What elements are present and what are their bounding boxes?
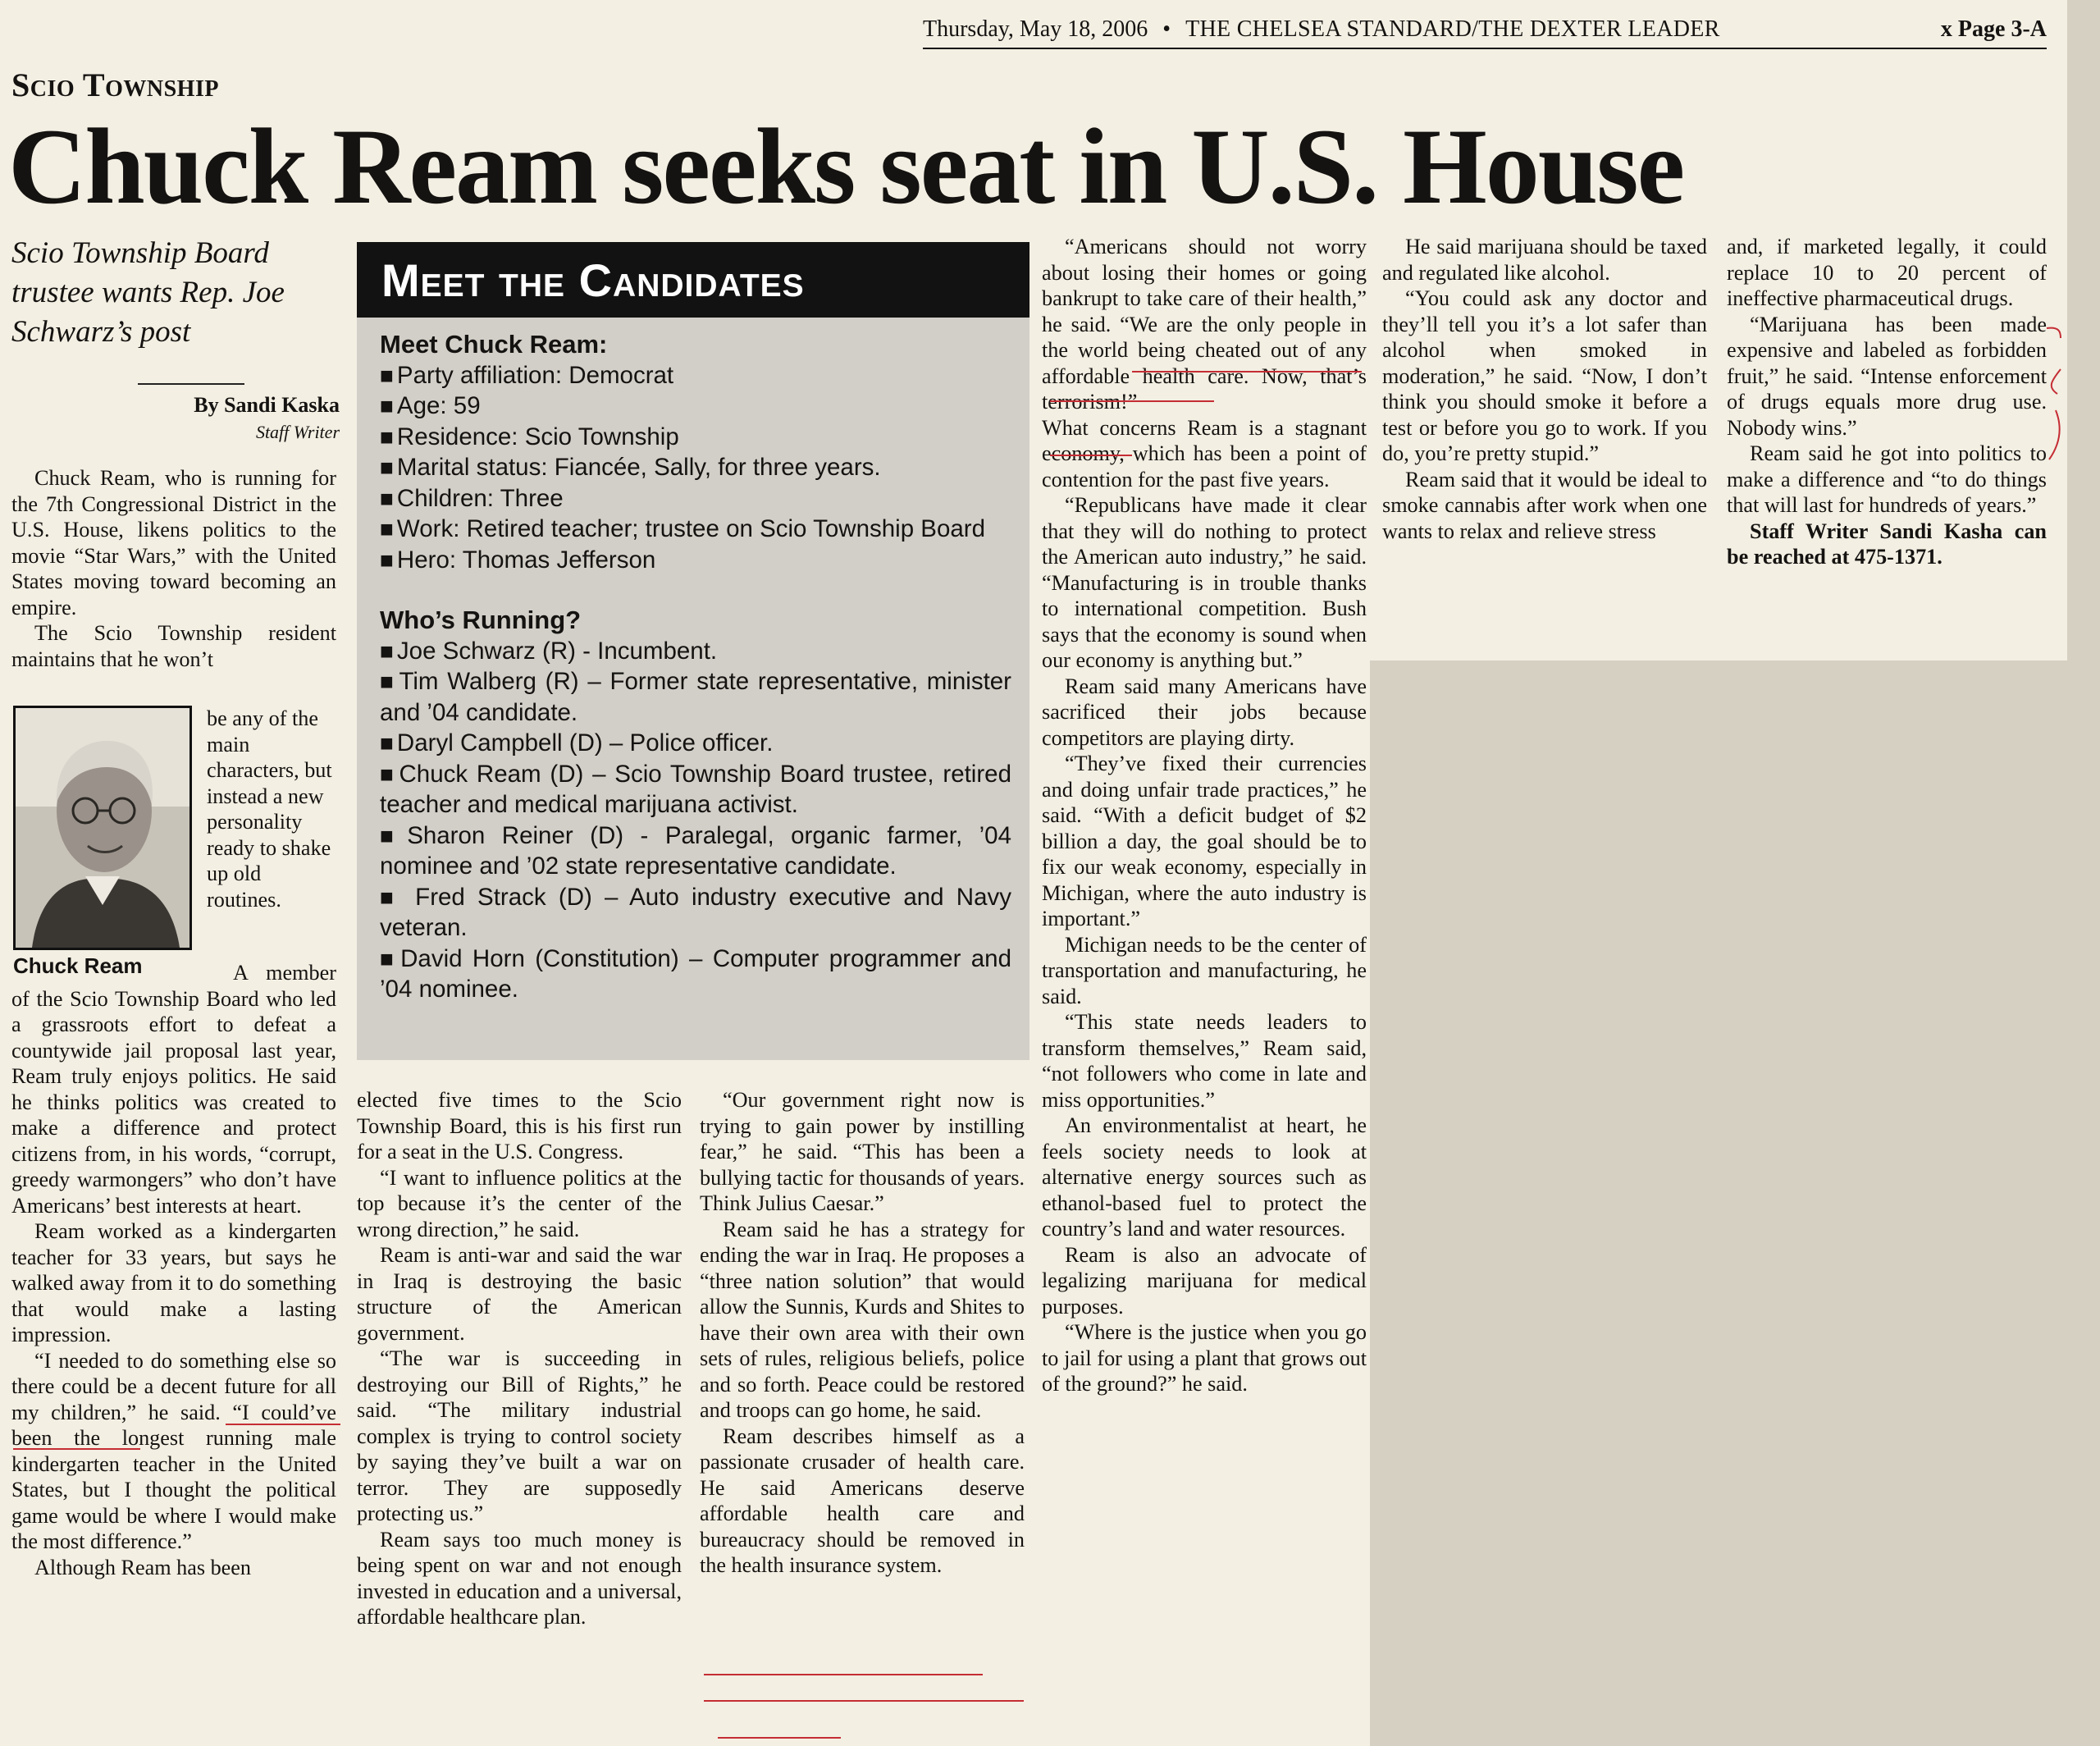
candidates-box [357, 242, 1029, 1060]
portrait-image [16, 708, 189, 948]
paragraph: be any of the main characters, but instead a new personality ready to shake up old routines. [207, 706, 332, 912]
signoff: Staff Writer Sandi Kasha can be reached at 475-1371. [1727, 519, 2047, 569]
section-kicker: Scio Township [11, 66, 219, 103]
paragraph: Ream describes himself as a passionate crusader of health care. He said Americans deserve affordable health care and bureaucracy should be removed in the health insurance system. [700, 1424, 1025, 1577]
running-heading: Who’s Running? [380, 606, 582, 634]
byline: By Sandi Kaska [194, 393, 340, 417]
ink-underline [704, 1674, 983, 1675]
masthead-page: x Page 3-A [1940, 16, 2047, 42]
paragraph: The Scio Township resident maintains that he won’t [11, 621, 336, 671]
paragraph: “Marijuana has been made expensive and labeled as forbidden fruit,” he said. “Intense enforcement of drugs equals more drug use. Nobody wins.” [1727, 312, 2047, 440]
paragraph: Ream is also an advocate of legalizing marijuana for medical purposes. [1042, 1242, 1367, 1319]
candidate-item: ■ David Horn (Constitution) – Computer programmer and ’04 nominee. [380, 944, 1011, 1005]
masthead-paper: THE CHELSEA STANDARD/THE DEXTER LEADER [1185, 16, 1720, 42]
ink-underline [718, 1737, 841, 1739]
ink-underline [1050, 455, 1132, 456]
profile-item: ■ Party affiliation: Democrat [380, 360, 1011, 391]
portrait-photo [13, 706, 192, 950]
paragraph: Michigan needs to be the center of transportation and manufacturing, he said. [1042, 932, 1367, 1008]
ink-underline [704, 1700, 1024, 1702]
article-column-4 [1042, 234, 1367, 1397]
ink-underline [226, 1424, 340, 1425]
paragraph: “The war is succeeding in destroying our Bill of Rights,” he said. “The military industrial complex is trying to control society by saying they’ve built a war on terror. They are supposedly protecting us.” [357, 1346, 682, 1525]
profile-heading: Meet Chuck Ream: [380, 330, 608, 359]
paragraph: “Where is the justice when you go to jail for using a plant that grows out of the ground?” he said. [1042, 1320, 1367, 1396]
candidate-item: ■ Chuck Ream (D) – Scio Township Board trustee, retired teacher and medical marijuana activist. [380, 759, 1011, 820]
paragraph: An environmentalist at heart, he feels society needs to look at alternative energy sources such as ethanol-based fuel to protect the country’s land and water resources. [1042, 1113, 1367, 1241]
ink-underline [13, 1448, 140, 1450]
photo-caption: Chuck Ream [13, 953, 143, 978]
article-column-1-top [11, 465, 336, 672]
ink-underline [1132, 371, 1362, 373]
paragraph: Ream said he has a strategy for ending the war in Iraq. He proposes a “three nation solution” that would allow the Sunnis, Kurds and Shites to have their own area with their own sets of rules, religious beliefs, police and so forth. Peace could be restored and troops can go home, he said. [700, 1217, 1025, 1422]
candidate-item: ■ Fred Strack (D) – Auto industry executive and Navy veteran. [380, 882, 1011, 944]
paragraph: Ream worked as a kindergarten teacher for 33 years, but says he walked away from it to do something that would make a lasting impression. [11, 1219, 336, 1346]
paragraph: What concerns Ream is a stagnant economy, which has been a point of contention for the past five years. [1042, 415, 1367, 491]
article-column-2 [357, 1087, 682, 1630]
background-area [1370, 660, 2100, 1746]
paragraph: A member of the Scio Township Board who led a grassroots effort to defeat a countywide jail proposal last year, Ream truly enjoys politics. He said he thinks politics was created to make a difference and protect citizens from, in his words, “corrupt, greedy warmongers” who don’t have Americans’ best interests at heart. [11, 961, 336, 1218]
byline-rule [138, 383, 244, 385]
article-column-3 [700, 1087, 1025, 1579]
paragraph: Ream said that it would be ideal to smoke cannabis after work when one wants to relax and relieve stress [1382, 467, 1707, 543]
paragraph: “They’ve fixed their currencies and doing unfair trade practices,” he said. “With a deficit budget of $2 billion a day, the goal should be to fix our weak economy, especially in Michigan, where the auto industry is important.” [1042, 752, 1367, 930]
paragraph: “Republicans have made it clear that they will do nothing to protect the American auto industry,” he said. “Manufacturing is in trouble thanks to international competition. Bush says that the economy is sound when our economy is anything but.” [1042, 493, 1367, 672]
ink-margin-marks [2043, 320, 2067, 525]
profile-item: ■ Age: 59 [380, 391, 1011, 422]
paragraph: “You could ask any doctor and they’ll tell you it’s a lot safer than alcohol when smoked in moderation,” he said. “Now, I don’t think you should smoke it before a test or before you go to work. If you do, you’re pretty stupid.” [1382, 286, 1707, 465]
deck: Scio Township Board trustee wants Rep. Joe Schwarz’s post [11, 236, 285, 349]
paragraph: Ream said many Americans have sacrificed their jobs because competitors are playing dirty. [1042, 674, 1367, 750]
paragraph: elected five times to the Scio Township Board, this is his first run for a seat in the U.S. Congress. [357, 1088, 682, 1163]
profile-item: ■ Hero: Thomas Jefferson [380, 545, 1011, 576]
article-column-6 [1727, 234, 2047, 570]
masthead-bullet: • [1162, 16, 1171, 42]
candidate-item: ■ Joe Schwarz (R) - Incumbent. [380, 636, 1011, 667]
paragraph: Chuck Ream, who is running for the 7th Congressional District in the U.S. House, likens politics to the movie “Star Wars,” with the United States moving toward becoming an empire. [11, 466, 336, 619]
candidate-item: ■ Daryl Campbell (D) – Police officer. [380, 728, 1011, 759]
paragraph: “Americans should not worry about losing their homes or going bankrupt to take care of their health,” he said. “We are the only people in the world being cheated out of any affordable health care. Now, that’s terrorism!” [1042, 235, 1367, 414]
paragraph: “Our government right now is trying to gain power by instilling fear,” he said. “This has been a bullying tactic for thousands of years. Think Julius Caesar.” [700, 1088, 1025, 1215]
article-column-1-bottom [11, 960, 336, 1580]
profile-item: ■ Children: Three [380, 483, 1011, 514]
masthead [923, 11, 2047, 49]
paragraph: and, if marketed legally, it could replace 10 to 20 percent of ineffective pharmaceutical drugs. [1727, 235, 2047, 310]
article-column-5 [1382, 234, 1707, 544]
byline-role: Staff Writer [255, 422, 340, 442]
ink-underline [1050, 400, 1214, 402]
paragraph: Ream is anti-war and said the war in Iraq is destroying the basic structure of the American government. [357, 1243, 682, 1345]
paragraph: Although Ream has been [34, 1555, 251, 1579]
candidates-box-title: Meet the Candidates [357, 242, 1029, 318]
candidate-item: ■ Tim Walberg (R) – Former state representative, minister and ’04 candidate. [380, 666, 1011, 728]
profile-item: ■ Work: Retired teacher; trustee on Scio Township Board [380, 514, 1011, 545]
candidate-item: ■ Sharon Reiner (D) - Paralegal, organic farmer, ’04 nominee and ’02 state representative candidate. [380, 820, 1011, 882]
paragraph: Ream says too much money is being spent on war and not enough invested in education and a universal, affordable healthcare plan. [357, 1527, 682, 1629]
paragraph: Ream said he got into politics to make a difference and “to do things that will last for hundreds of years.” [1727, 441, 2047, 517]
masthead-date: Thursday, May 18, 2006 [923, 16, 1148, 42]
paragraph: “This state needs leaders to transform themselves,” Ream said, “not followers who come in late and miss opportunities.” [1042, 1010, 1367, 1112]
profile-item: ■ Residence: Scio Township [380, 422, 1011, 453]
profile-item: ■ Marital status: Fiancée, Sally, for three years. [380, 452, 1011, 483]
paragraph: “I needed to do something else so there could be a decent future for all my children,” he said. “I could’ve been the longest running male kindergarten teacher in the United States, but I thought the political game would be where I would make the most difference.” [11, 1348, 336, 1553]
paragraph: He said marijuana should be taxed and regulated like alcohol. [1382, 235, 1707, 285]
paragraph: “I want to influence politics at the top because it’s the center of the wrong direction,” he said. [357, 1165, 682, 1241]
headline: Chuck Ream seeks seat in U.S. House [8, 106, 1684, 226]
article-column-1-wrap [207, 706, 336, 912]
